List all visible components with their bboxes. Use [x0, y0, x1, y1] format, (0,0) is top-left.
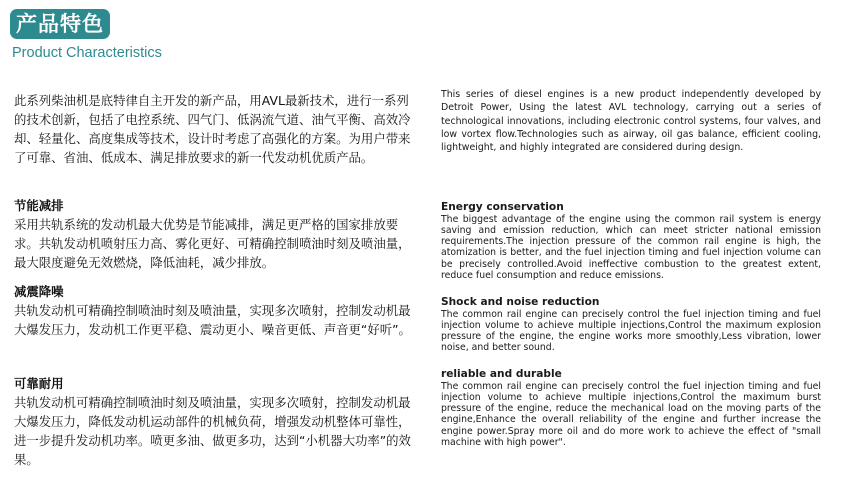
intro-en-text: This series of diesel engines is a new product independently developed by Detroit Power, Using the latest AVL technology, carrying out a series of technological innovations, including electronic control systems, four valves, and low vortex flow.Technologies such as airway, oil gas balance, efficient cooling, lightweight, and highly integrated are considered during design.	[441, 89, 821, 154]
section-cn-shock	[14, 282, 414, 339]
section-body-cn: 共轨发动机可精确控制喷油时刻及喷油量，实现多次喷射，控制发动机最大爆发压力，降低发动机运动部件的机械负荷，增强发动机整体可靠性，进一步提升发动机功率。喷更多油、做更多功，达到“小机器大功率”的效果。	[14, 395, 411, 467]
section-cn-reliable	[14, 374, 414, 469]
section-heading-en: Shock and noise reduction	[441, 296, 600, 308]
page-subtitle: Product Characteristics	[12, 45, 162, 61]
section-heading-en: Energy conservation	[441, 201, 564, 213]
section-cn-energy	[14, 196, 414, 272]
intro-cn	[14, 91, 414, 167]
intro-en	[441, 88, 821, 154]
section-body-en: The common rail engine can precisely control the fuel injection timing and fuel injection volume to achieve multiple injections,Control the maximum burst pressure of the engine, reduce the mechanical load on the moving parts of the engine,Enhance the overall reliability of the engine and further increase the engine power.Spray more oil and do more work to achieve the effect of "small machine with high power".	[441, 380, 821, 448]
section-body-en: The common rail engine can precisely control the fuel injection timing and fuel injection volume to achieve multiple injections,Control the maximum explosion pressure of the engine, the engine works more smoothly,Less vibration, lower noise, and better sound.	[441, 308, 821, 354]
intro-cn-text: 此系列柴油机是底特律自主开发的新产品，用AVL最新技术，进行一系列的技术创新，包括了电控系统、四气门、低涡流气道、油气平衡、高效冷却、轻量化、高度集成等技术，设计时考虑了高强化的方案。为用户带来了可靠、省油、低成本、满足排放要求的新一代发动机优质产品。	[14, 93, 411, 165]
section-body-cn: 采用共轨系统的发动机最大优势是节能减排，满足更严格的国家排放要求。共轨发动机喷射压力高、雾化更好、可精确控制喷油时刻及喷油量，最大限度避免无效燃烧，降低油耗，减少排放。	[14, 217, 411, 270]
section-body-cn: 共轨发动机可精确控制喷油时刻及喷油量，实现多次喷射，控制发动机最大爆发压力，发动机工作更平稳、震动更小、噪音更低、声音更“好听”。	[14, 303, 411, 337]
section-en-energy	[441, 201, 821, 281]
section-heading-en: reliable and durable	[441, 368, 562, 380]
section-heading-cn: 减震降噪	[14, 284, 64, 299]
section-body-en: The biggest advantage of the engine using the common rail system is energy saving and emission reduction, which can meet stricter national emission requirements.The injection pressure of the common rail engine is high, the atomization is better, and the fuel injection timing and fuel injection volume can be precisely controlled.Avoid ineffective combustion to the greatest extent, reduce fuel consumption and reduce emissions.	[441, 213, 821, 281]
page-title: 产品特色	[10, 9, 110, 39]
section-en-shock	[441, 296, 821, 354]
section-en-reliable	[441, 368, 821, 448]
section-heading-cn: 可靠耐用	[14, 376, 64, 391]
section-heading-cn: 节能减排	[14, 198, 64, 213]
